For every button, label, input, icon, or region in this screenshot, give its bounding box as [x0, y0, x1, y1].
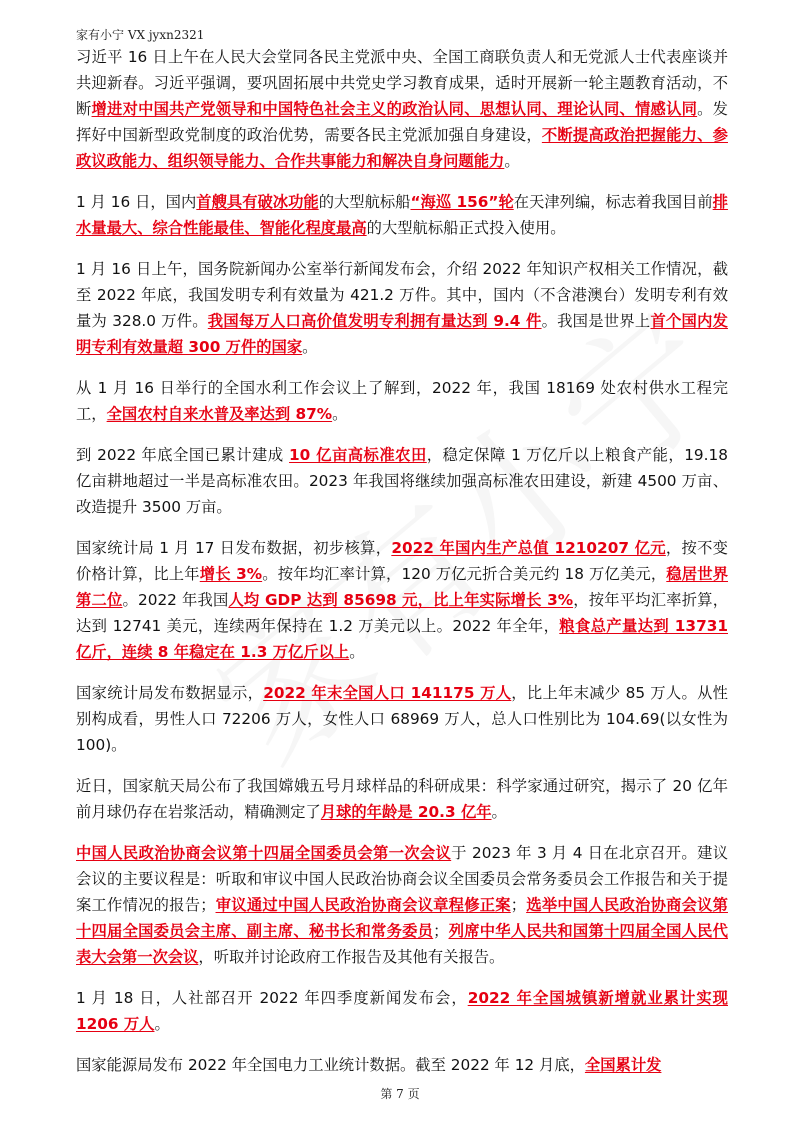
paragraph: [76, 840, 728, 970]
body-text: 1 月 16 日，国内: [76, 193, 197, 211]
highlighted-text: 2022 年末全国人口 141175 万人: [263, 684, 512, 702]
highlighted-text: 首艘具有破冰功能: [196, 193, 319, 211]
page-header: 家有小宁 VX jyxn2321: [76, 28, 205, 42]
body-text: 1 月 16 日上午，国务院新闻办公室举行新闻发布会，介绍 2022 年知识产权相关工作情况，截至 2022 年底，我国发明专利有效量为 421.2 万件。其中，国内（不含港澳台）发明专利有效量为 328.0 万件。: [76, 260, 728, 330]
body-text: 国家能源局发布 2022 年全国电力工业统计数据。截至 2022 年 12 月底，: [76, 1056, 585, 1074]
highlighted-text: 人均 GDP 达到 85698 元，比上年实际增长 3%: [228, 591, 574, 609]
paragraph: [76, 375, 728, 427]
highlighted-text: 选举中国人民政治协商会议第十四届全国委员会主席、副主席、秘书长和常务委员: [76, 896, 728, 940]
body-text: ，按年平均汇率折算，达到 12741 美元，连续两年保持在 1.2 万美元以上。2022 年全年，: [76, 591, 728, 635]
highlighted-text: 增长 3%: [199, 565, 263, 583]
highlighted-text: 列席中华人民共和国第十四届全国人民代表大会第一次会议: [76, 922, 728, 966]
highlighted-text: 2022 年国内生产总值 1210207 亿元: [391, 539, 666, 557]
body-text: 。: [491, 803, 507, 821]
paragraph: [76, 256, 728, 360]
body-text: 从 1 月 16 日举行的全国水利工作会议上了解到，2022 年，我国 18169 处农村供水工程完工，: [76, 379, 728, 423]
body-text: 习近平 16 日上午在人民大会堂同各民主党派中央、全国工商联负责人和无党派人士代表座谈并共迎新春。习近平强调，要巩固拓展中共党史学习教育成果，适时开展新一轮主题教育活动，不断: [76, 48, 728, 118]
highlighted-text: 稳居世界第二位: [76, 565, 728, 609]
body-text: 。按年均汇率计算，120 万亿元折合美元约 18 万亿美元，: [262, 565, 667, 583]
body-text: 。2022 年我国: [122, 591, 229, 609]
paragraph: [76, 189, 728, 241]
paragraph: [76, 773, 728, 825]
highlighted-text: 首个国内发明专利有效量超 300 万件的国家: [76, 312, 728, 356]
highlighted-text: “海巡 156”轮: [410, 193, 514, 211]
body-text: 于 2023 年 3 月 4 日在北京召开。建议会议的主要议程是：听取和审议中国人民政治协商会议全国委员会常务委员会工作报告和关于提案工作情况的报告；: [76, 844, 728, 914]
highlighted-text: 全国累计发: [584, 1056, 662, 1074]
body-text: 的大型航标船: [318, 193, 411, 211]
body-text: 到 2022 年底全国已累计建成: [76, 446, 290, 464]
body-text: 。: [332, 405, 348, 423]
paragraph: [76, 1052, 728, 1078]
highlighted-text: 2022 年全国城镇新增就业累计实现 1206 万人: [76, 989, 728, 1033]
body-text: 。发挥好中国新型政党制度的政治优势，需要各民主党派加强自身建设，: [76, 100, 728, 144]
highlighted-text: 粮食总产量达到 13731 亿斤，连续 8 年稳定在 1.3 万亿斤以上: [76, 617, 728, 661]
body-text: ；: [510, 896, 527, 914]
paragraph: [76, 535, 728, 665]
body-text: 。: [302, 338, 318, 356]
body-text: 。: [504, 152, 520, 170]
body-text: 1 月 18 日，人社部召开 2022 年四季度新闻发布会，: [76, 989, 468, 1007]
paragraph: [76, 442, 728, 520]
body-text: 。: [154, 1015, 170, 1033]
body-text: ，按不变价格计算，比上年: [76, 539, 728, 583]
highlighted-text: 10 亿亩高标准农田: [289, 446, 427, 464]
highlighted-text: 排水量最大、综合性能最佳、智能化程度最高: [76, 193, 728, 237]
paragraph: [76, 985, 728, 1037]
highlighted-text: 审议通过中国人民政治协商会议章程修正案: [215, 896, 511, 914]
highlighted-text: 我国每万人口高价值发明专利拥有量达到 9.4 件: [207, 312, 542, 330]
body-text: 。我国是世界上: [541, 312, 651, 330]
body-text: 国家统计局发布数据显示，: [76, 684, 264, 702]
body-text: 的大型航标船正式投入使用。: [366, 219, 566, 237]
paragraph: [76, 680, 728, 758]
body-text: ；: [433, 922, 449, 940]
body-text: ，稳定保障 1 万亿斤以上粮食产能，19.18 亿亩耕地超过一半是高标准农田。2023 年我国将继续加强高标准农田建设，新建 4500 万亩、改造提升 3500 万亩。: [76, 446, 728, 516]
body-text: ，听取并讨论政府工作报告及其他有关报告。: [198, 948, 505, 966]
body-text: 。: [349, 643, 365, 661]
paragraph: [76, 44, 728, 174]
body-text: 在天津列编，标志着我国目前: [513, 193, 713, 211]
highlighted-text: 月球的年龄是 20.3 亿年: [320, 803, 492, 821]
highlighted-text: 增进对中国共产党领导和中国特色社会主义的政治认同、思想认同、理论认同、情感认同: [91, 100, 698, 118]
highlighted-text: 不断提高政治把握能力、参政议政能力、组织领导能力、合作共事能力和解决自身问题能力: [76, 126, 728, 170]
document-body: [76, 44, 728, 1093]
body-text: 近日，国家航天局公布了我国嫦娥五号月球样品的科研成果：科学家通过研究，揭示了 20 亿年前月球仍存在岩浆活动，精确测定了: [76, 777, 728, 821]
body-text: 国家统计局 1 月 17 日发布数据，初步核算，: [76, 539, 392, 557]
highlighted-text: 中国人民政治协商会议第十四届全国委员会第一次会议: [76, 844, 452, 862]
highlighted-text: 全国农村自来水普及率达到 87%: [106, 405, 333, 423]
body-text: ，比上年末减少 85 万人。从性别构成看，男性人口 72206 万人，女性人口 68969 万人，总人口性别比为 104.69(以女性为 100)。: [76, 684, 728, 754]
page-number: 第 7 页: [380, 1087, 420, 1101]
